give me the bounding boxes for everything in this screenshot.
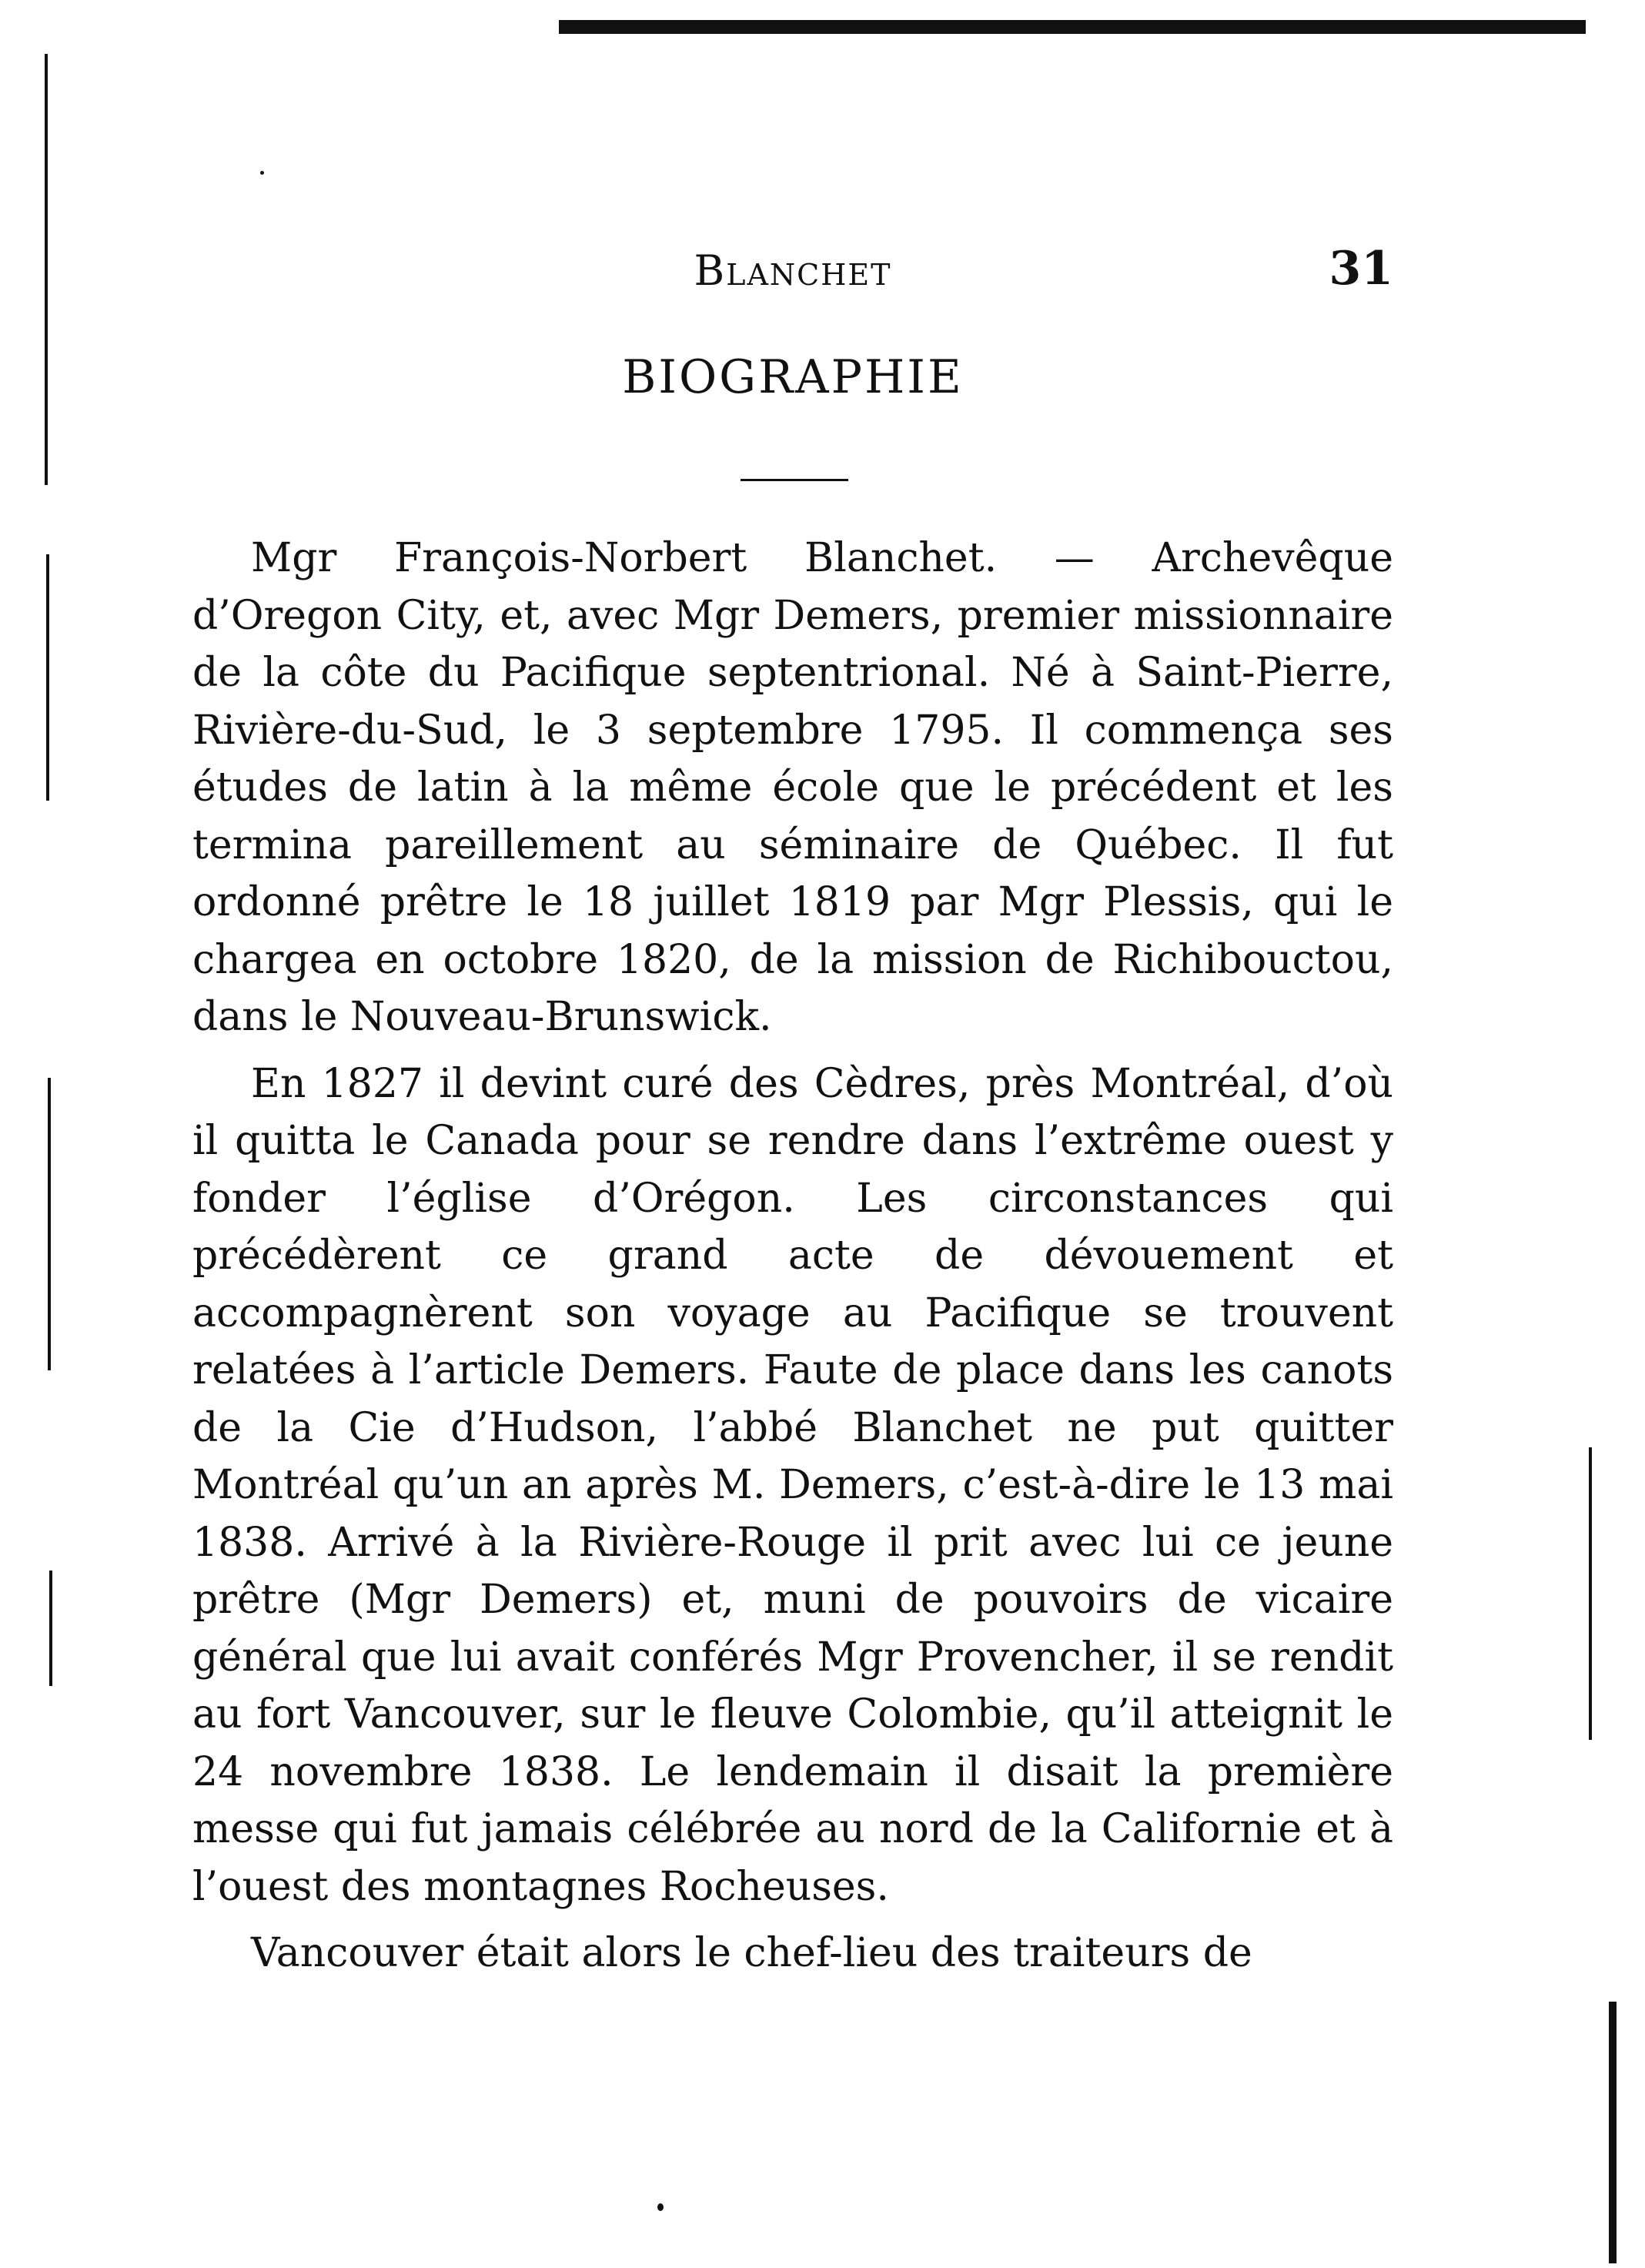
body-text (192, 530, 1393, 1992)
right-edge-mark (1609, 2002, 1617, 2263)
paragraph: En 1827 il devint curé des Cèdres, près Montréal, d’où il quitta le Canada pour se rendre dans l’extrême ouest y fonder l’église d’Orégon. Les circonstances qui précédèrent ce grand acte de dévouement et accompagnèrent son voyage au Pacifique se trouvent relatées à l’article Demers. Faute de place dans les canots de la Cie d’Hudson, l’abbé Blanchet ne put quitter Montréal qu’un an après M. Demers, c’est-à-dire le 13 mai 1838. Arrivé à la Rivière-Rouge il prit avec lui ce jeune prêtre (Mgr Demers) et, muni de pouvoirs de vicaire général que lui avait conférés Mgr Provencher, il se rendit au fort Vancouver, sur le fleuve Colombie, qu’il atteignit le 24 novembre 1838. Le lendemain il disait la première messe qui fut jamais célébrée au nord de la Californie et à l’ouest des montagnes Rocheuses. (192, 1060, 1393, 1910)
running-title: Blanchet (694, 246, 892, 295)
top-border-rule (559, 20, 1586, 34)
stray-mark (657, 2203, 664, 2211)
section-title: BIOGRAPHIE (622, 350, 964, 404)
page-number: 31 (1329, 242, 1393, 296)
separator-rule (741, 479, 848, 481)
left-edge-mark (49, 1571, 52, 1686)
left-edge-mark (46, 554, 49, 801)
left-edge-mark (45, 54, 48, 485)
paragraph: Vancouver était alors le chef-lieu des traiteurs de (251, 1930, 1252, 1976)
running-head (192, 242, 1393, 308)
left-edge-mark (48, 1078, 51, 1370)
paragraph: Mgr François-Norbert Blanchet. — Archevêque d’Oregon City, et, avec Mgr Demers, premier missionnaire de la côte du Pacifique septentrional. Né à Saint-Pierre, Rivière-du-Sud, le 3 septembre 1795. Il commença ses études de latin à la même école que le précédent et les termina pareillement au séminaire de Québec. Il fut ordonné prêtre le 18 juillet 1819 par Mgr Plessis, qui le chargea en octobre 1820, de la mission de Richibouctou, dans le Nouveau-Brunswick. (192, 535, 1393, 1040)
stray-mark (260, 171, 264, 175)
right-edge-mark (1589, 1447, 1592, 1740)
